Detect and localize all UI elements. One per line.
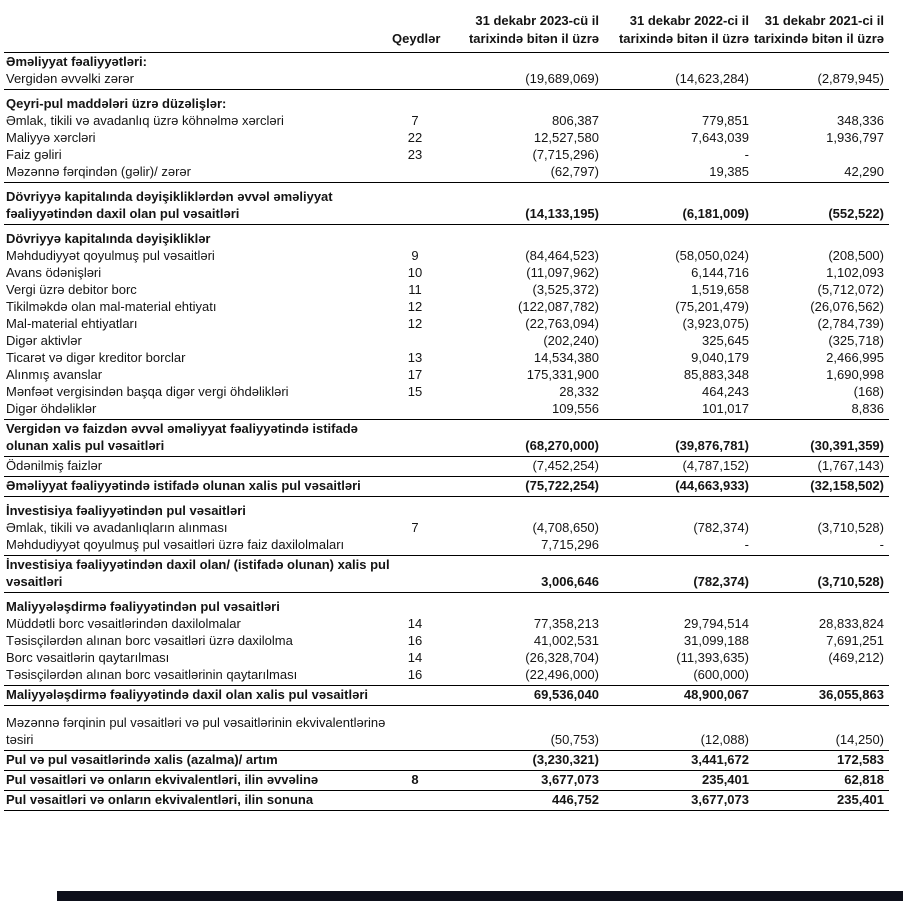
value-2021: 42,290: [749, 163, 889, 183]
value-2021: [749, 497, 889, 520]
value-2022: [599, 593, 749, 616]
table-row: [4, 332, 889, 349]
value-2023: (14,133,195): [438, 183, 599, 225]
row-label: Pul vəsaitləri və onların ekvivalentləri, ilin əvvəlinə: [4, 770, 392, 790]
value-2021: (208,500): [828, 248, 884, 263]
value-2023: 41,002,531: [533, 633, 599, 648]
value-2022: (11,393,635): [676, 650, 749, 665]
note-cell: [392, 332, 438, 349]
column-header-notes: Qeydlər: [392, 4, 438, 53]
value-2022: [599, 225, 749, 248]
table-row: [4, 632, 889, 649]
value-2021: 1,936,797: [826, 130, 884, 145]
note-cell: 7: [411, 113, 419, 128]
note-cell: [392, 714, 438, 751]
row-label: Borc vəsaitlərin qaytarılması: [6, 650, 170, 665]
row-label: Tikilməkdə olan mal-material ehtiyatı: [6, 299, 217, 314]
value-2023: 7,715,296: [438, 536, 599, 556]
value-2023: 12,527,580: [533, 130, 599, 145]
table-row: [4, 129, 889, 146]
value-2022: 7,643,039: [691, 130, 749, 145]
row-label: Maliyyə xərcləri: [6, 130, 96, 145]
row-label: Alınmış avanslar: [6, 367, 103, 382]
value-2023: 109,556: [438, 400, 599, 420]
note-cell: 14: [407, 650, 423, 665]
table-row: [4, 714, 889, 751]
note-cell: [392, 225, 438, 248]
value-2021: [749, 225, 889, 248]
row-label: Maliyyələşdirmə fəaliyyətində daxil olan xalis pul vəsaitləri: [4, 686, 392, 706]
row-label: Digər öhdəliklər: [4, 400, 392, 420]
note-cell: 17: [407, 367, 423, 382]
value-2022: 85,883,348: [683, 367, 749, 382]
value-2021: (32,158,502): [749, 477, 889, 497]
row-label: Ödənilmiş faizlər: [4, 457, 392, 477]
value-2022: 29,794,514: [683, 616, 749, 631]
value-2022: (12,088): [599, 714, 749, 751]
row-label: Dövriyyə kapitalında dəyişikliklərdən əvvəl əməliyyat fəaliyyətindən daxil olan pul vəsaitləri: [4, 183, 392, 225]
row-label: Pul və pul vəsaitlərində xalis (azalma)/ artım: [4, 750, 392, 770]
table-row: [4, 519, 889, 536]
note-cell: [392, 556, 438, 593]
spacer-row: [4, 706, 889, 714]
note-cell: [392, 90, 438, 113]
value-2021: [749, 90, 889, 113]
table-row: [4, 146, 889, 163]
value-2022: (782,374): [693, 520, 749, 535]
value-2023: (62,797): [438, 163, 599, 183]
row-label: Vergi üzrə debitor borc: [6, 282, 137, 297]
value-2023: [438, 90, 599, 113]
cash-flow-statement-page: [0, 4, 903, 901]
value-2021: (168): [853, 384, 884, 399]
row-label: Əmlak, tikili və avadanlıqların alınması: [6, 520, 228, 535]
row-label: Əməliyyat fəaliyyətində istifadə olunan xalis pul vəsaitləri: [4, 477, 392, 497]
value-2023: (3,525,372): [532, 282, 599, 297]
value-2022: 6,144,716: [691, 265, 749, 280]
value-2021: (2,784,739): [817, 316, 884, 331]
bottom-dark-bar: [57, 891, 903, 901]
value-2023: 28,332: [559, 384, 599, 399]
value-2022: (44,663,933): [599, 477, 749, 497]
note-cell: 7: [411, 520, 419, 535]
row-label: Avans ödənişləri: [6, 265, 102, 280]
row-label: Vergidən və faizdən əvvəl əməliyyat fəaliyyətində istifadə olunan xalis pul vəsaitləri: [4, 420, 392, 457]
value-2022: 235,401: [599, 770, 749, 790]
value-2023: (7,715,296): [532, 147, 599, 162]
value-2021: 1,690,998: [826, 367, 884, 382]
note-cell: 16: [392, 666, 438, 686]
note-cell: [392, 536, 438, 556]
value-2022: 1,519,658: [691, 282, 749, 297]
note-cell: [392, 497, 438, 520]
value-2023: (4,708,650): [532, 520, 599, 535]
value-2022: [599, 53, 749, 71]
value-2021: 235,401: [749, 790, 889, 810]
table-row: [4, 90, 889, 113]
table-row: [4, 420, 889, 457]
value-2021: 1,102,093: [826, 265, 884, 280]
value-2022: 779,851: [702, 113, 749, 128]
value-2021: 28,833,824: [818, 616, 884, 631]
value-2022: [599, 497, 749, 520]
row-label: Qeyri-pul maddələri üzrə düzəlişlər:: [6, 96, 227, 111]
column-header-2022: 31 dekabr 2022-ci il tarixində bitən il üzrə: [599, 4, 749, 53]
row-label: Mənfəət vergisindən başqa digər vergi öhdəlikləri: [6, 384, 289, 399]
table-row: [4, 349, 889, 366]
value-2022: -: [744, 147, 749, 162]
value-2023: 3,677,073: [438, 770, 599, 790]
note-cell: [392, 420, 438, 457]
value-2021: [749, 146, 889, 163]
value-2023: 3,006,646: [438, 556, 599, 593]
table-row: [4, 112, 889, 129]
value-2021: 8,836: [749, 400, 889, 420]
table-row: [4, 400, 889, 420]
row-label: Məhdudiyyət qoyulmuş pul vəsaitləri üzrə faiz daxilolmaları: [4, 536, 392, 556]
table-row: [4, 666, 889, 686]
table-row: [4, 615, 889, 632]
value-2021: 348,336: [837, 113, 884, 128]
note-cell: [392, 53, 438, 71]
note-cell: [392, 70, 438, 90]
value-2021: (552,522): [749, 183, 889, 225]
row-label: Dövriyyə kapitalında dəyişikliklər: [6, 231, 211, 246]
note-cell: [392, 790, 438, 810]
value-2021: (325,718): [828, 333, 884, 348]
row-label: Müddətli borc vəsaitlərindən daxilolmalar: [6, 616, 241, 631]
table-row: [4, 686, 889, 706]
value-2023: 175,331,900: [526, 367, 599, 382]
row-label: Məhdudiyyət qoyulmuş pul vəsaitləri: [6, 248, 215, 263]
value-2022: (4,787,152): [599, 457, 749, 477]
value-2021: 172,583: [749, 750, 889, 770]
value-2023: 77,358,213: [533, 616, 599, 631]
value-2023: [438, 497, 599, 520]
value-2023: (11,097,962): [526, 265, 599, 280]
value-2023: (22,763,094): [525, 316, 599, 331]
value-2022: -: [599, 536, 749, 556]
table-row: [4, 225, 889, 248]
note-cell: 14: [407, 616, 423, 631]
value-2022: 19,385: [599, 163, 749, 183]
row-label: Təsisçilərdən alınan borc vəsaitləri üzrə daxilolma: [6, 633, 293, 648]
value-2023: (202,240): [543, 333, 599, 348]
note-cell: 15: [407, 384, 423, 399]
note-cell: 10: [407, 265, 423, 280]
value-2022: (39,876,781): [599, 420, 749, 457]
value-2022: (58,050,024): [675, 248, 749, 263]
note-cell: [392, 686, 438, 706]
table-row: [4, 366, 889, 383]
value-2021: 36,055,863: [749, 686, 889, 706]
table-row: [4, 457, 889, 477]
row-label: Mal-material ehtiyatları: [6, 316, 138, 331]
table-row: [4, 264, 889, 281]
value-2022: 464,243: [702, 384, 749, 399]
row-label: İnvestisiya fəaliyyətindən daxil olan/ (istifadə olunan) xalis pul vəsaitləri: [4, 556, 392, 593]
table-row: [4, 497, 889, 520]
value-2022: 325,645: [702, 333, 749, 348]
note-cell: [392, 750, 438, 770]
note-cell: [392, 593, 438, 616]
value-2021: [749, 593, 889, 616]
table-row: [4, 383, 889, 400]
value-2021: (469,212): [828, 650, 884, 665]
table-row: [4, 790, 889, 810]
value-2022: (3,923,075): [682, 316, 749, 331]
row-label: Digər aktivlər: [6, 333, 82, 348]
value-2022: (75,201,479): [675, 299, 749, 314]
table-row: [4, 315, 889, 332]
row-label: İnvestisiya fəaliyyətindən pul vəsaitləri: [6, 503, 246, 518]
value-2023: 69,536,040: [438, 686, 599, 706]
value-2021: (5,712,072): [817, 282, 884, 297]
row-label: Faiz gəliri: [6, 147, 62, 162]
value-2021: 62,818: [749, 770, 889, 790]
value-2023: 14,534,380: [533, 350, 599, 365]
value-2021: (14,250): [749, 714, 889, 751]
value-2022: 48,900,067: [599, 686, 749, 706]
spacer-cell: [4, 706, 889, 714]
row-label: Vergidən əvvəlki zərər: [4, 70, 392, 90]
table-row: [4, 536, 889, 556]
value-2023: (3,230,321): [438, 750, 599, 770]
table-row: [4, 247, 889, 264]
note-cell: [392, 183, 438, 225]
value-2022: (14,623,284): [599, 70, 749, 90]
note-cell: [392, 400, 438, 420]
value-2023: (22,496,000): [438, 666, 599, 686]
value-2023: (84,464,523): [525, 248, 599, 263]
table-row: [4, 163, 889, 183]
table-row: [4, 183, 889, 225]
table-row: [4, 556, 889, 593]
row-label: Təsisçilərdən alınan borc vəsaitlərinin qaytarılması: [4, 666, 392, 686]
value-2023: (7,452,254): [438, 457, 599, 477]
value-2021: 2,466,995: [826, 350, 884, 365]
note-cell: 13: [407, 350, 423, 365]
value-2023: (26,328,704): [525, 650, 599, 665]
value-2021: (3,710,528): [817, 520, 884, 535]
value-2023: (75,722,254): [438, 477, 599, 497]
value-2022: 3,677,073: [599, 790, 749, 810]
value-2023: 806,387: [552, 113, 599, 128]
table-header-row: [4, 4, 889, 53]
note-cell: [392, 457, 438, 477]
note-cell: [392, 477, 438, 497]
value-2021: (3,710,528): [749, 556, 889, 593]
note-cell: 12: [407, 316, 423, 331]
table-row: [4, 477, 889, 497]
note-cell: 9: [411, 248, 419, 263]
value-2021: 7,691,251: [826, 633, 884, 648]
note-cell: 22: [407, 130, 423, 145]
statement-body: [4, 53, 889, 811]
row-label: Məzənnə fərqindən (gəlir)/ zərər: [4, 163, 392, 183]
value-2023: 446,752: [438, 790, 599, 810]
value-2023: (122,087,782): [518, 299, 599, 314]
column-header-2021: 31 dekabr 2021-ci il tarixində bitən il üzrə: [749, 4, 889, 53]
table-row: [4, 750, 889, 770]
value-2023: (68,270,000): [438, 420, 599, 457]
value-2022: (782,374): [599, 556, 749, 593]
column-header-empty: [4, 4, 392, 53]
cash-flow-table: [4, 4, 889, 811]
table-row: [4, 649, 889, 666]
value-2022: 101,017: [599, 400, 749, 420]
row-label: Maliyyələşdirmə fəaliyyətindən pul vəsaitləri: [6, 599, 280, 614]
value-2022: 31,099,188: [683, 633, 749, 648]
value-2022: (600,000): [599, 666, 749, 686]
value-2022: [599, 90, 749, 113]
value-2023: [438, 225, 599, 248]
table-row: [4, 770, 889, 790]
value-2022: (6,181,009): [599, 183, 749, 225]
table-row: [4, 593, 889, 616]
note-cell: 12: [407, 299, 423, 314]
table-row: [4, 298, 889, 315]
value-2022: 3,441,672: [599, 750, 749, 770]
table-row: [4, 281, 889, 298]
table-row: [4, 70, 889, 90]
value-2021: [749, 53, 889, 71]
row-label: Əməliyyat fəaliyyətləri:: [6, 54, 147, 69]
value-2023: (50,753): [438, 714, 599, 751]
column-header-2023: 31 dekabr 2023-cü il tarixində bitən il üzrə: [438, 4, 599, 53]
note-cell: 11: [408, 282, 422, 297]
value-2021: (30,391,359): [749, 420, 889, 457]
note-cell: 8: [392, 770, 438, 790]
value-2023: [438, 593, 599, 616]
row-label: Pul vəsaitləri və onların ekvivalentləri, ilin sonuna: [4, 790, 392, 810]
note-cell: 23: [407, 147, 423, 162]
value-2021: (26,076,562): [810, 299, 884, 314]
value-2023: [438, 53, 599, 71]
value-2022: 9,040,179: [691, 350, 749, 365]
row-label: Məzənnə fərqinin pul vəsaitləri və pul vəsaitlərinin ekvivalentlərinə təsiri: [4, 714, 392, 751]
value-2023: (19,689,069): [438, 70, 599, 90]
value-2021: -: [749, 536, 889, 556]
note-cell: 16: [407, 633, 423, 648]
value-2021: (1,767,143): [749, 457, 889, 477]
table-row: [4, 53, 889, 71]
row-label: Ticarət və digər kreditor borclar: [6, 350, 186, 365]
value-2021: [749, 666, 889, 686]
note-cell: [392, 163, 438, 183]
row-label: Əmlak, tikili və avadanlıq üzrə köhnəlmə xərcləri: [6, 113, 284, 128]
value-2021: (2,879,945): [749, 70, 889, 90]
